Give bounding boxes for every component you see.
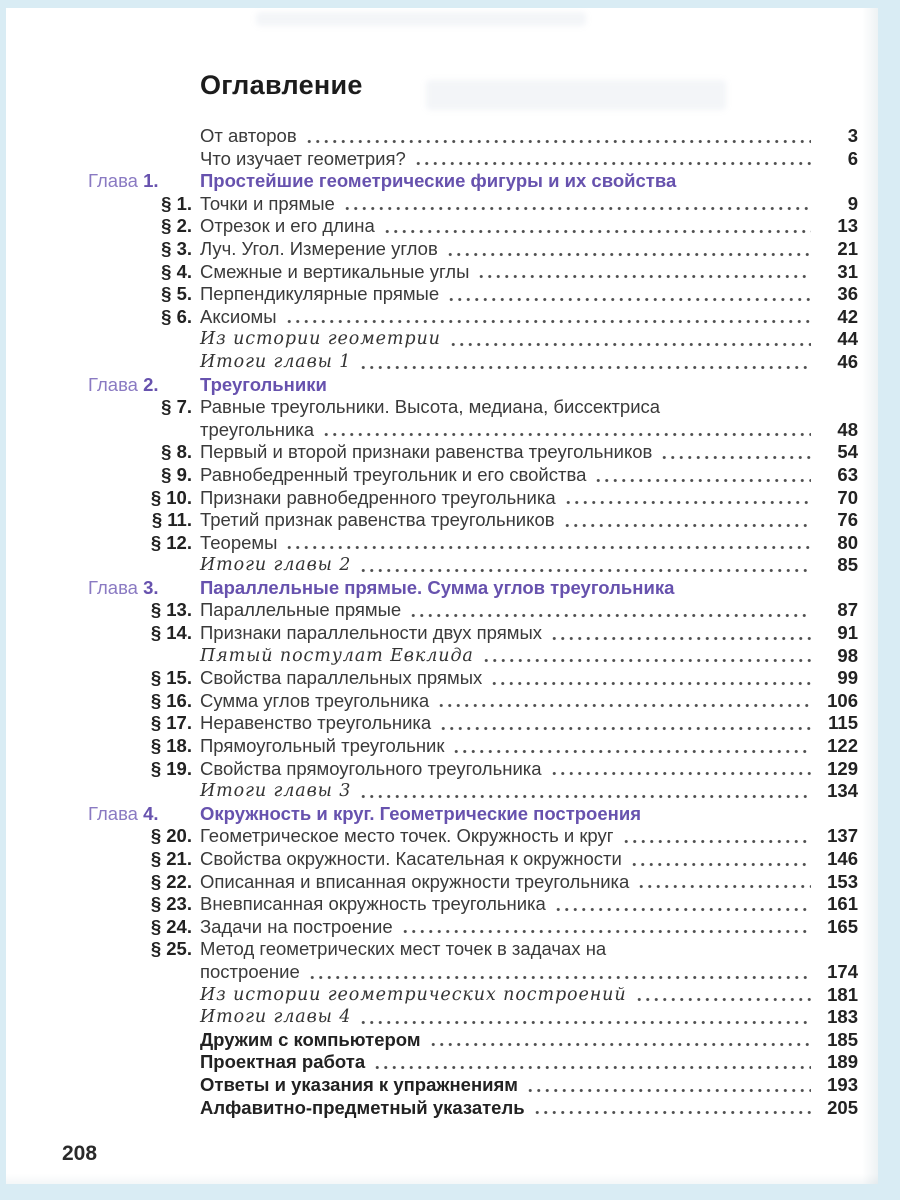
entry-prefix: § 21. <box>150 848 192 869</box>
entry-prefix: § 12. <box>150 531 192 553</box>
entry-label: Проектная работа <box>200 1051 366 1073</box>
entry-label: Дружим с компьютером <box>200 1028 421 1050</box>
toc-entry <box>6 599 878 622</box>
entry-dots-leader <box>343 193 811 216</box>
entry-page-number: 31 <box>837 260 858 282</box>
entry-prefix: § 19. <box>150 757 192 779</box>
toc-entry <box>6 328 878 351</box>
toc-entry <box>6 487 878 510</box>
entry-label: Перпендикулярные прямые <box>200 283 440 305</box>
entry-label: Равнобедренный треугольник и его свойства <box>200 463 587 485</box>
entry-page-number: 183 <box>827 1006 858 1028</box>
entry-label: Первый и второй признаки равенства треугольников <box>200 441 653 463</box>
toc-entry <box>6 261 878 284</box>
toc-entry <box>6 1051 878 1074</box>
entry-prefix: § 1. <box>161 192 192 214</box>
toc-entry <box>6 396 878 419</box>
entry-page-number: 98 <box>837 644 858 666</box>
entry-dots-leader <box>594 464 811 487</box>
entry-label: Ответы и указания к упражнениям <box>200 1073 518 1095</box>
toc-entry <box>6 780 878 803</box>
entry-dots-leader <box>660 441 811 464</box>
entry-label: Теоремы <box>200 531 278 553</box>
entry-page-number: 3 <box>847 125 858 146</box>
entry-label: Что изучает геометрия? <box>200 147 406 169</box>
toc-entry <box>6 667 878 690</box>
entry-label: Аксиомы <box>200 305 277 327</box>
entry-page-number: 9 <box>847 192 858 214</box>
toc-entry <box>6 148 878 171</box>
entry-dots-leader <box>305 125 811 148</box>
entry-dots-leader <box>449 328 811 351</box>
entry-label: Итоги главы 3 <box>200 781 352 802</box>
entry-label: Неравенство треугольника <box>200 712 432 734</box>
entry-dots-leader <box>635 984 811 1007</box>
entry-prefix: § 16. <box>150 689 192 711</box>
entry-page-number: 146 <box>827 848 858 869</box>
entry-page-number: 87 <box>837 599 858 621</box>
chapter-heading <box>6 577 878 600</box>
chapter-number: 2. <box>143 373 159 395</box>
entry-page-number: 44 <box>837 328 858 350</box>
entry-page-number: 48 <box>837 418 858 440</box>
chapter-title: Параллельные прямые. Сумма углов треугольника <box>200 576 675 598</box>
entry-prefix: § 10. <box>150 486 192 508</box>
entry-label: Смежные и вертикальные углы <box>200 260 470 282</box>
entry-label: Алфавитно-предметный указатель <box>200 1096 525 1118</box>
entry-prefix: § 2. <box>161 215 192 237</box>
entry-dots-leader <box>477 261 811 284</box>
entry-page-number: 63 <box>837 463 858 485</box>
toc-entry <box>6 509 878 532</box>
chapter-number: 1. <box>143 170 159 192</box>
toc-entry <box>6 1029 878 1052</box>
entry-dots-leader <box>359 1006 811 1029</box>
book-page <box>6 8 878 1184</box>
entry-dots-leader <box>637 871 811 894</box>
entry-label: Точки и прямые <box>200 192 335 214</box>
entry-prefix: § 22. <box>150 870 192 892</box>
entry-dots-leader <box>322 419 811 442</box>
entry-label: Свойства окружности. Касательная к окружности <box>200 848 622 869</box>
entry-label: Третий признак равенства треугольников <box>200 509 555 531</box>
entry-prefix: § 4. <box>161 260 192 282</box>
entry-label: Задачи на построение <box>200 915 393 937</box>
entry-dots-leader <box>308 961 811 984</box>
entry-label: Описанная и вписанная окружности треугольника <box>200 870 630 892</box>
entry-page-number: 185 <box>827 1028 858 1050</box>
entry-prefix: § 25. <box>150 938 192 960</box>
entry-prefix: § 9. <box>161 463 192 485</box>
entry-dots-leader <box>359 554 811 577</box>
entry-page-number: 13 <box>837 215 858 237</box>
scan-bleed-artifact <box>256 12 586 26</box>
entry-dots-leader <box>630 848 811 871</box>
entry-page-number: 189 <box>827 1051 858 1073</box>
entry-dots-leader <box>359 780 811 803</box>
entry-prefix: § 17. <box>150 712 192 734</box>
entry-dots-leader <box>439 712 811 735</box>
toc-entry <box>6 735 878 758</box>
toc-entry <box>6 554 878 577</box>
entry-prefix: § 18. <box>150 735 192 757</box>
entry-dots-leader <box>285 306 811 329</box>
entry-dots-leader <box>414 148 811 171</box>
toc-entry <box>6 622 878 645</box>
entry-label: От авторов <box>200 125 297 146</box>
entry-prefix: § 14. <box>150 622 192 644</box>
entry-page-number: 205 <box>827 1096 858 1118</box>
entry-prefix: § 3. <box>161 237 192 259</box>
entry-prefix: § 13. <box>150 599 192 621</box>
entry-page-number: 42 <box>837 305 858 327</box>
entry-dots-leader <box>490 667 811 690</box>
entry-label: Из истории геометрических построений <box>200 984 627 1005</box>
entry-label: Вневписанная окружность треугольника <box>200 893 546 915</box>
toc-entry <box>6 712 878 735</box>
entry-prefix: § 24. <box>150 915 192 937</box>
entry-label: Свойства параллельных прямых <box>200 667 483 689</box>
entry-dots-leader <box>482 645 811 668</box>
entry-prefix: § 23. <box>150 893 192 915</box>
entry-prefix: § 7. <box>161 396 192 418</box>
entry-label: Равные треугольники. Высота, медиана, биссектриса <box>200 396 661 418</box>
entry-dots-leader <box>447 283 811 306</box>
entry-label: треугольника <box>200 418 315 440</box>
entry-page-number: 115 <box>828 712 858 734</box>
entry-dots-leader <box>359 351 811 374</box>
entry-label: Геометрическое место точек. Окружность и круг <box>200 825 614 847</box>
toc-entry <box>6 825 878 848</box>
entry-page-number: 6 <box>847 147 858 169</box>
entry-dots-leader <box>550 622 811 645</box>
entry-dots-leader <box>409 599 811 622</box>
entry-label: Признаки параллельности двух прямых <box>200 622 542 644</box>
toc-entry <box>6 1006 878 1029</box>
entry-label: Сумма углов треугольника <box>200 689 430 711</box>
entry-dots-leader <box>622 825 812 848</box>
entry-page-number: 193 <box>827 1073 858 1095</box>
entry-prefix: § 11. <box>151 509 192 531</box>
chapter-label <box>88 803 159 826</box>
entry-dots-leader <box>563 509 811 532</box>
toc-entry <box>6 464 878 487</box>
entry-dots-leader <box>383 215 811 238</box>
entry-label: Параллельные прямые <box>200 599 402 621</box>
entry-page-number: 36 <box>837 283 858 305</box>
toc-entry <box>6 441 878 464</box>
chapter-title: Простейшие геометрические фигуры и их свойства <box>200 170 677 192</box>
entry-dots-leader <box>533 1097 811 1120</box>
entry-page-number: 76 <box>837 509 858 531</box>
toc-entry <box>6 351 878 374</box>
entry-label: Прямоугольный треугольник <box>200 735 445 757</box>
entry-dots-leader <box>429 1029 811 1052</box>
toc-entry <box>6 1074 878 1097</box>
toc-entry <box>6 893 878 916</box>
entry-label: Луч. Угол. Измерение углов <box>200 237 438 259</box>
toc-entry <box>6 758 878 781</box>
toc-entry <box>6 193 878 216</box>
toc-entry <box>6 215 878 238</box>
chapter-number: 3. <box>143 576 159 598</box>
entry-label: Признаки равнобедренного треугольника <box>200 486 556 508</box>
chapter-number: 4. <box>143 802 159 824</box>
entry-page-number: 137 <box>827 825 858 847</box>
toc-entry <box>6 984 878 1007</box>
toc-entry <box>6 916 878 939</box>
entry-page-number: 181 <box>827 983 858 1005</box>
toc-entry <box>6 419 878 442</box>
chapter-heading <box>6 374 878 397</box>
entry-dots-leader <box>437 690 811 713</box>
entry-page-number: 70 <box>837 486 858 508</box>
entry-dots-leader <box>373 1051 811 1074</box>
entry-label: Пятый постулат Евклида <box>200 645 474 666</box>
chapter-word: Глава <box>88 373 144 395</box>
entry-label: Из истории геометрии <box>200 329 441 350</box>
toc-entry <box>6 690 878 713</box>
toc-entry <box>6 938 878 961</box>
toc-entry <box>6 283 878 306</box>
toc-entry <box>6 961 878 984</box>
entry-dots-leader <box>401 916 811 939</box>
entry-prefix: § 6. <box>161 305 192 327</box>
entry-dots-leader <box>564 487 811 510</box>
entry-dots-leader <box>285 532 811 555</box>
entry-page-number: 122 <box>827 735 858 757</box>
entry-prefix: § 15. <box>150 667 192 689</box>
entry-prefix: § 20. <box>150 825 192 847</box>
entry-page-number: 54 <box>837 441 858 463</box>
toc-list <box>6 125 878 1119</box>
entry-label: построение <box>200 960 300 982</box>
entry-page-number: 153 <box>827 870 858 892</box>
entry-dots-leader <box>550 758 811 781</box>
entry-label: Итоги главы 1 <box>200 351 352 372</box>
entry-prefix: § 5. <box>161 283 192 305</box>
entry-page-number: 99 <box>837 667 858 689</box>
chapter-heading <box>6 170 878 193</box>
entry-dots-leader <box>526 1074 811 1097</box>
toc-entry <box>6 238 878 261</box>
entry-label: Итоги главы 4 <box>200 1007 352 1028</box>
chapter-word: Глава <box>88 576 144 598</box>
toc-title: Оглавление <box>200 70 363 100</box>
toc-entry <box>6 645 878 668</box>
entry-label: Отрезок и его длина <box>200 215 375 237</box>
chapter-word: Глава <box>88 170 144 192</box>
chapter-label <box>88 577 159 600</box>
entry-label: Итоги главы 2 <box>200 555 352 576</box>
entry-dots-leader <box>554 893 811 916</box>
chapter-word: Глава <box>88 802 144 824</box>
entry-prefix: § 8. <box>161 441 192 463</box>
toc-entry <box>6 848 878 871</box>
toc-entry <box>6 1097 878 1120</box>
entry-page-number: 91 <box>837 622 858 644</box>
page-number-footer: 208 <box>62 1142 98 1165</box>
entry-page-number: 134 <box>827 780 858 802</box>
toc-entry <box>6 532 878 555</box>
chapter-label <box>88 170 159 193</box>
chapter-title: Треугольники <box>200 373 327 395</box>
entry-page-number: 161 <box>827 893 858 915</box>
entry-page-number: 174 <box>827 960 858 982</box>
entry-page-number: 21 <box>837 237 858 259</box>
chapter-title: Окружность и круг. Геометрические построения <box>200 802 641 824</box>
entry-page-number: 165 <box>827 915 858 937</box>
entry-page-number: 80 <box>837 531 858 553</box>
chapter-heading <box>6 803 878 826</box>
chapter-label <box>88 374 159 397</box>
toc-entry <box>6 125 878 148</box>
entry-dots-leader <box>452 735 811 758</box>
entry-page-number: 129 <box>827 757 858 779</box>
entry-page-number: 46 <box>837 350 858 372</box>
toc-entry <box>6 306 878 329</box>
entry-label: Свойства прямоугольного треугольника <box>200 757 542 779</box>
entry-dots-leader <box>446 238 811 261</box>
entry-page-number: 106 <box>827 689 858 711</box>
entry-label: Метод геометрических мест точек в задачах на <box>200 938 607 960</box>
entry-page-number: 85 <box>837 554 858 576</box>
toc-entry <box>6 871 878 894</box>
